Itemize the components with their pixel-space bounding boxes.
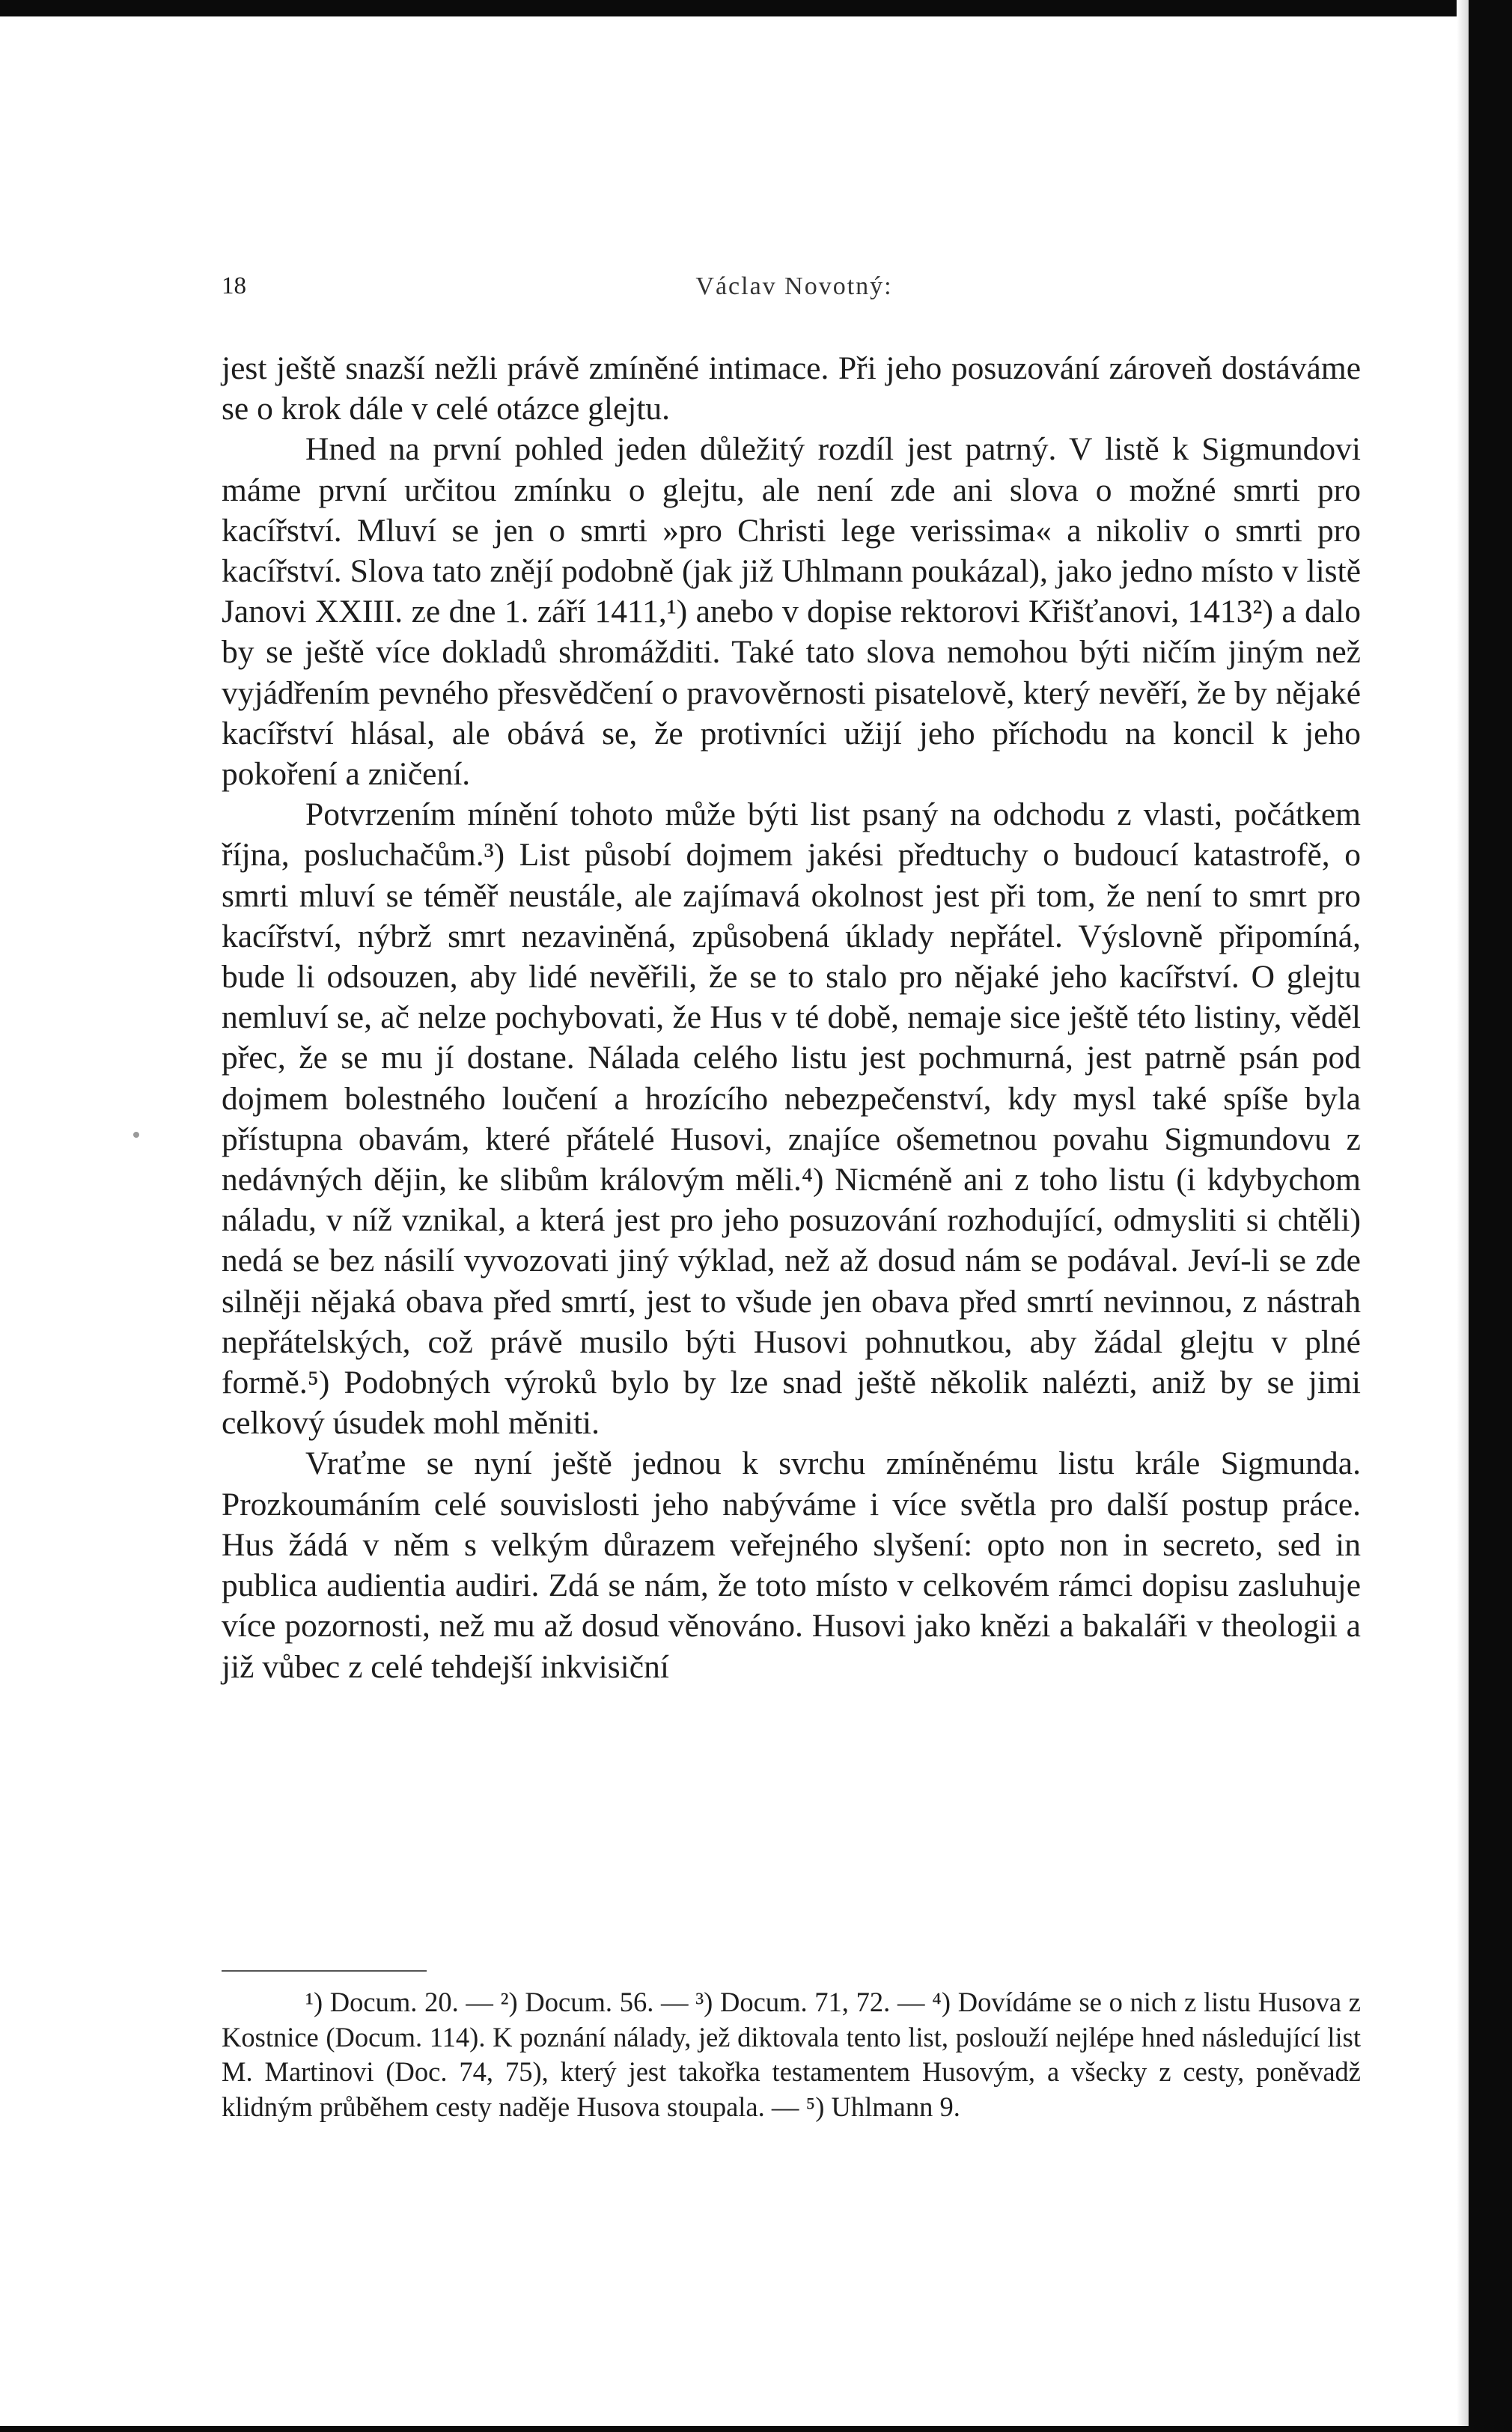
body-text (222, 348, 1361, 1687)
paragraph-1: jest ještě snazší nežli právě zmíněné intimace. Při jeho posuzování zároveň dostáváme se o krok dále v celé otázce glejtu. (222, 350, 1361, 427)
paragraph-4: Vraťme se nyní ještě jednou k svrchu zmíněnému listu krále Sigmunda. Prozkoumáním celé souvislosti jeho nabýváme i více světla pro další postup práce. Hus žádá v něm s velkým důrazem veřejného slyšení: opto non in secreto, sed in publica audientia audiri. Zdá se nám, že toto místo v celkovém rámci dopisu zasluhuje více pozornosti, než mu až dosud věnováno. Husovi jako knězi a bakaláři v theologii a již vůbec z celé tehdejší inkvisiční (222, 1445, 1361, 1685)
footnote-divider (222, 1970, 427, 1972)
running-head (222, 272, 1367, 310)
page-number: 18 (222, 272, 246, 299)
scan-border-top (0, 0, 1512, 16)
footnotes: ¹) Docum. 20. — ²) Docum. 56. — ³) Docum. 71, 72. — ⁴) Dovídáme se o nich z listu Husova z Kostnice (Docum. 114). K poznání nálady, jež diktovala tento list, poslouží nejlépe hned následující list M. Martinovi (Doc. 74, 75), který jest takořka testamentem Husovým, a všecky z cesty, poněvadž klidným průběhem cesty naděje Husova stoupala. — ⁵) Uhlmann 9. (222, 1987, 1361, 2122)
scan-page-edge (1457, 0, 1469, 2432)
scan-border-bottom (0, 2426, 1512, 2432)
paragraph-3: Potvrzením mínění tohoto může býti list psaný na odchodu z vlasti, počátkem října, posluchačům.³) List působí dojmem jakési předtuchy o budoucí katastrofě, o smrti mluví se téměř neustále, ale zajímavá okolnost jest při tom, že není to smrt pro kacířství, nýbrž smrt nezaviněná, způsobená úklady nepřátel. Výslovně připomíná, bude li odsouzen, aby lidé nevěřili, že se to stalo pro nějaké jeho kacířství. O glejtu nemluví se, ač nelze pochybovati, že Hus v té době, nemaje sice ještě této listiny, věděl přec, že se mu jí dostane. Nálada celého listu jest pochmurná, jest patrně psán pod dojmem bolestného loučení a hrozícího nebezpečenství, kdy mysl také spíše byla přístupna obavám, které přátelé Husovi, znajíce ošemetnou povahu Sigmundovu z nedávných dějin, ke slibům královým měli.⁴) Nicméně ani z toho listu (i kdybychom náladu, v níž vznikal, a která jest pro jeho posuzování rozhodující, odmysliti si chtěli) nedá se bez násilí vyvozovati jiný výklad, než až dosud nám se podával. Jeví-li se zde silněji nějaká obava před smrtí, jest to všude jen obava před smrtí nevinnou, z nástrah nepřátelských, což právě musilo býti Husovi pohnutkou, aby žádal glejtu v plné formě.⁵) Podobných výroků bylo by lze snad ještě několik nalézti, aniž by se jimi celkový úsudek mohl měniti. (222, 796, 1361, 1442)
running-title: Václav Novotný: (695, 272, 893, 300)
paragraph-2: Hned na první pohled jeden důležitý rozdíl jest patrný. V listě k Sigmundovi máme první určitou zmínku o glejtu, ale není zde ani slova o možné smrti pro kacířství. Mluví se jen o smrti »pro Christi lege verissima« a nikoliv o smrti pro kacířství. Slova tato znějí podobně (jak již Uhlmann poukázal), jako jedno místo v listě Janovi XXIII. ze dne 1. září 1411,¹) anebo v dopise rektorovi Křišťanovi, 1413²) a dalo by se ještě více dokladů shromážditi. Také tato slova nemohou býti ničím jiným než vyjádřením pevného přesvědčení o pravověrnosti pisatelově, který nevěří, že by nějaké kacířství hlásal, ale obává se, že protivníci užijí jeho příchodu na koncil k jeho pokoření a zničení. (222, 431, 1361, 793)
scan-speck (133, 1132, 139, 1138)
scan-border-right (1469, 0, 1512, 2432)
